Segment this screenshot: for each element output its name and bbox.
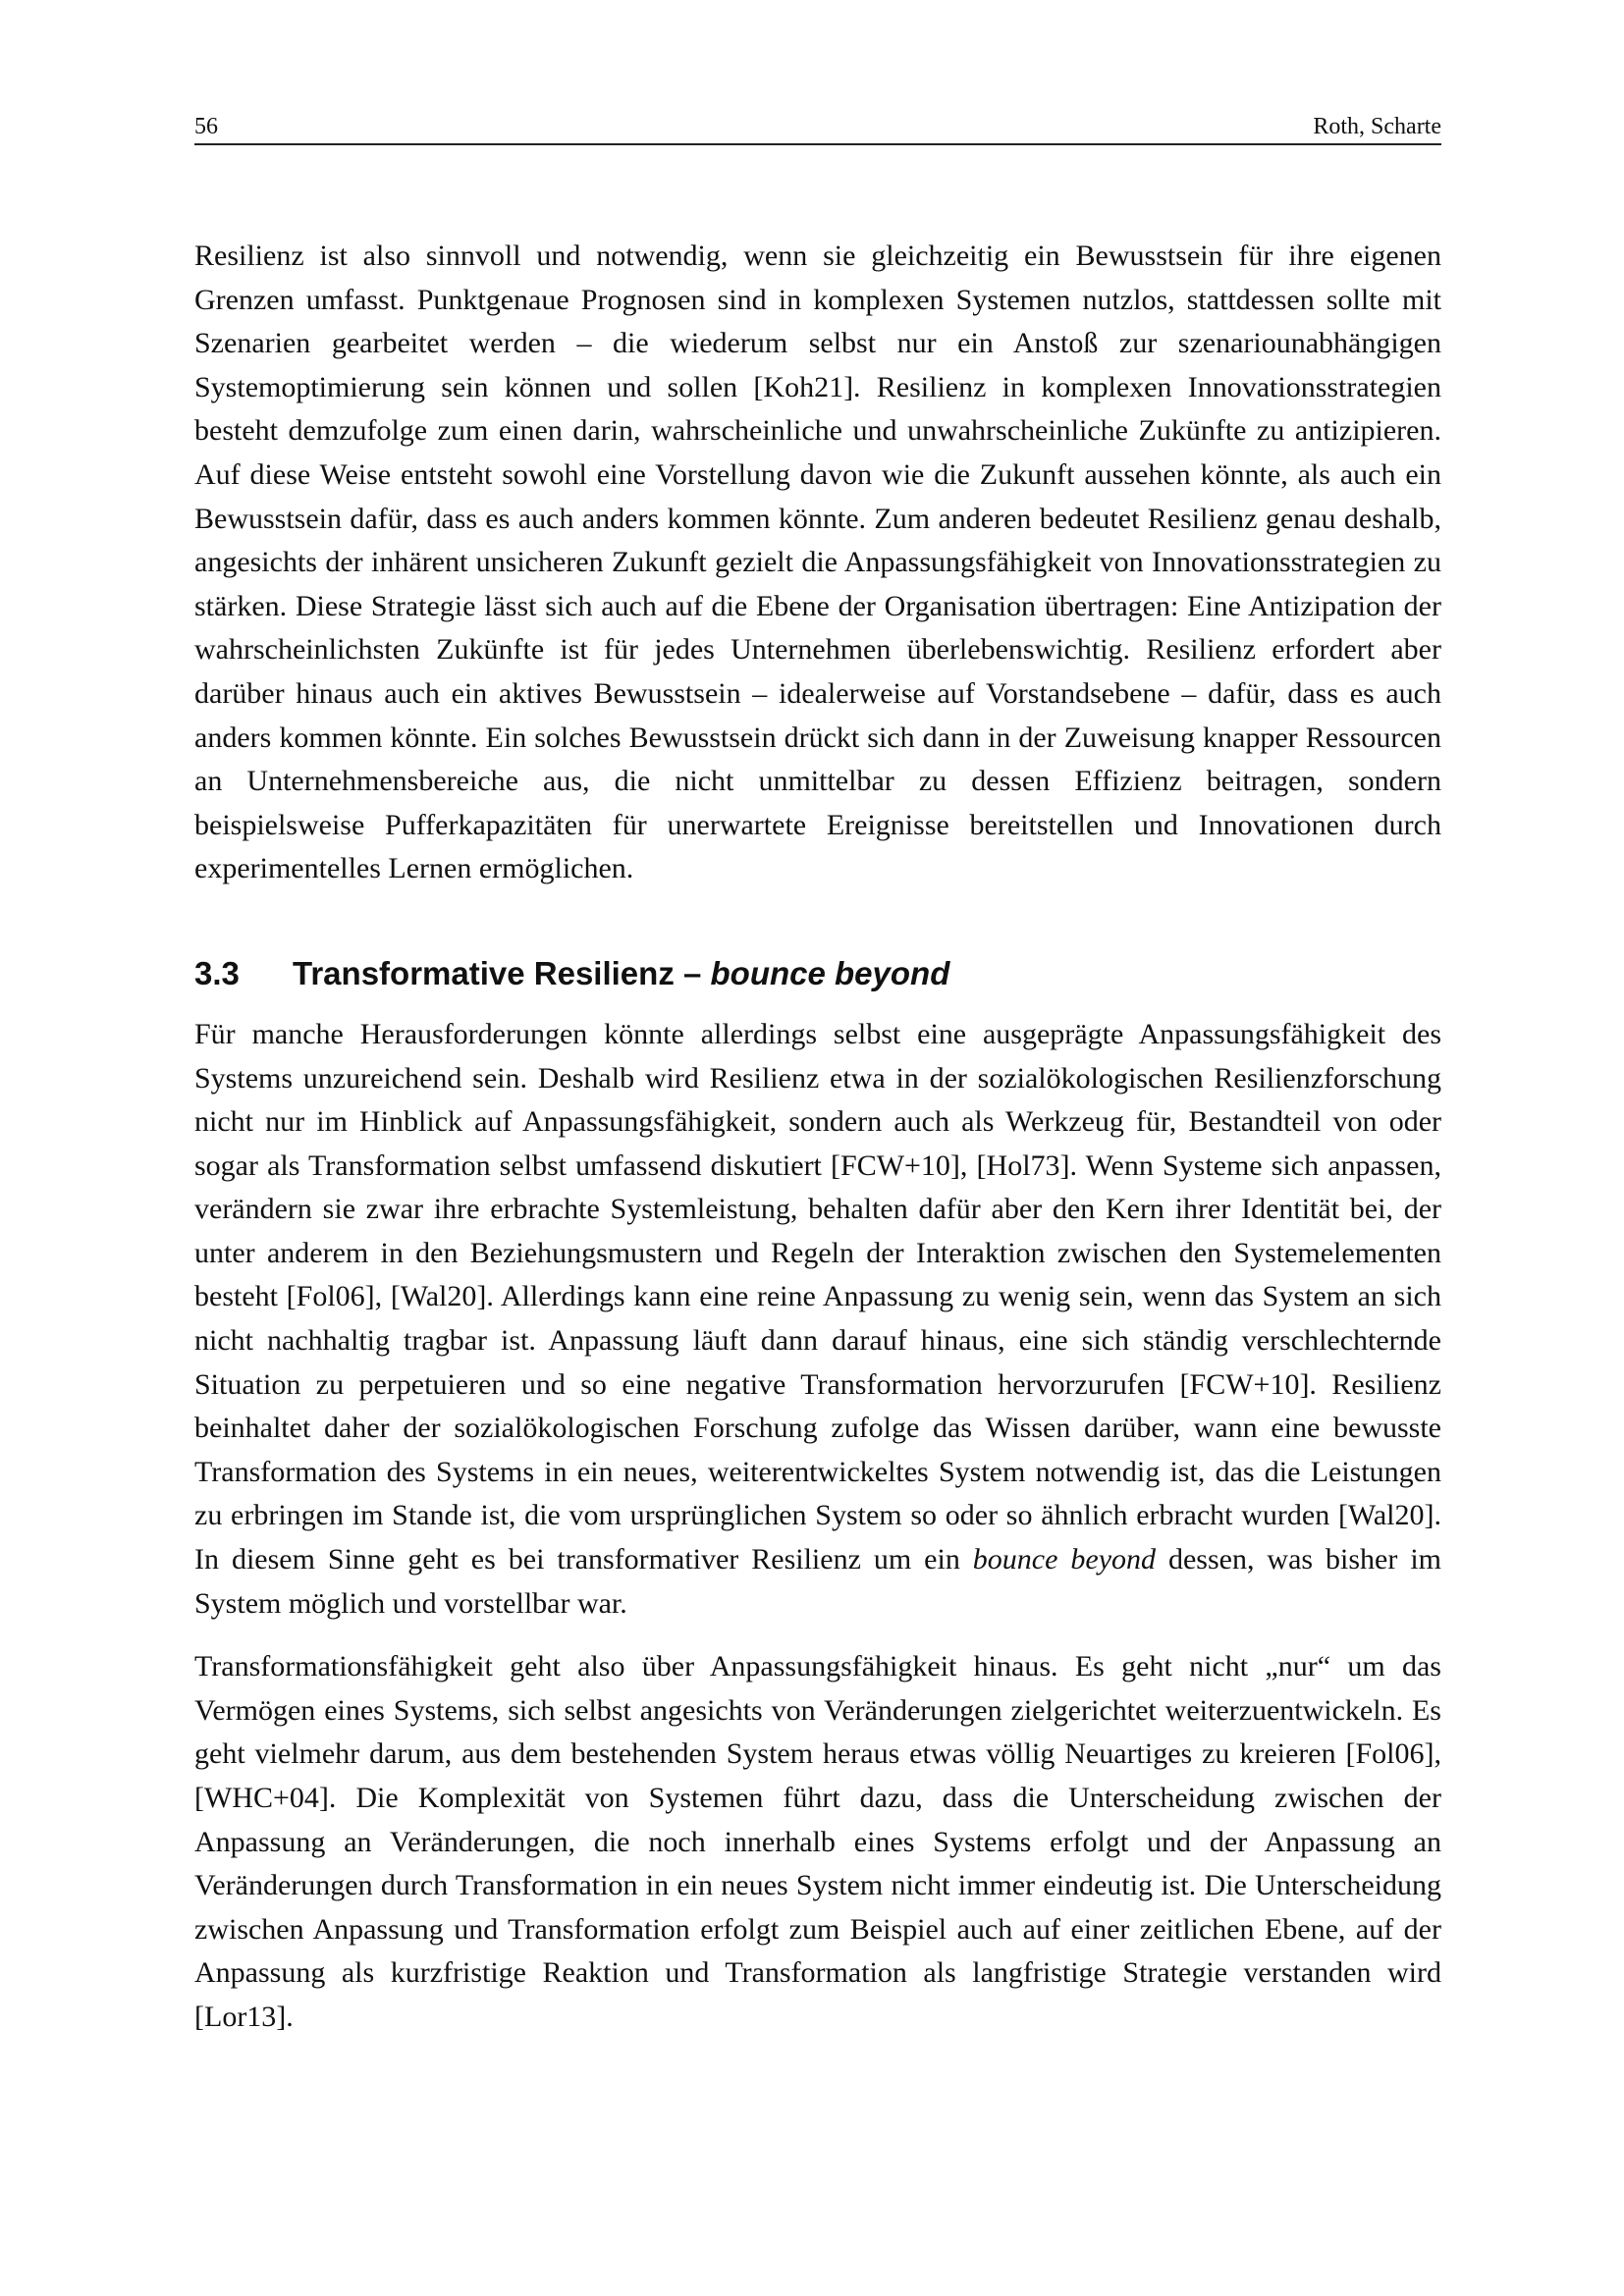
paragraph-text: dessen, was bisher im System möglich und vorstellbar war. <box>194 1543 1441 1620</box>
document-page <box>194 108 1441 2040</box>
section-heading <box>194 954 1441 993</box>
section-title-italic: bounce beyond <box>710 954 950 991</box>
section-title-text: Transformative Resilienz – <box>293 954 711 991</box>
italic-phrase: bounce beyond <box>972 1543 1157 1576</box>
paragraph-text: Für manche Herausforderungen könnte allerdings selbst eine ausgeprägte Anpassungsfähigkeit des Systems unzureichend sein. Deshalb wird Resilienz etwa in der sozialökologischen Resilienzforschung nicht nur im Hinblick auf Anpassungsfähigkeit, sondern auch als Werkzeug für, Bestandteil von oder sogar als Transformation selbst umfassend diskutiert [FCW+10], [Hol73]. Wenn Systeme sich anpassen, verändern sie zwar ihre erbrachte Systemleistung, behalten dafür aber den Kern ihrer Identität bei, der unter anderem in den Beziehungsmustern und Regeln der Interaktion zwischen den Systemelementen besteht [Fol06], [Wal20]. Allerdings kann eine reine Anpassung zu wenig sein, wenn das System an sich nicht nachhaltig tragbar ist. Anpassung läuft dann darauf hinaus, eine sich ständig verschlechternde Situation zu perpetuieren und so eine negative Transformation hervorzurufen [FCW+10]. Resilienz beinhaltet daher der sozialökologischen Forschung zufolge das Wissen darüber, wann eine bewusste Transformation des Systems in ein neues, weiterentwickeltes System notwendig ist, das die Leistungen zu erbringen im Stande ist, die vom ursprünglichen System so oder so ähnlich erbracht wurden [Wal20]. In diesem Sinne geht es bei transformativer Resilienz um ein <box>194 1017 1441 1576</box>
body-paragraph: Resilienz ist also sinnvoll und notwendig, wenn sie gleichzeitig ein Bewusstsein für ihre eigenen Grenzen umfasst. Punktgenaue Prognosen sind in komplexen Systemen nutzlos, stattdessen sollte mit Szenarien gearbeitet werden – die wiederum selbst nur ein Anstoß zur szenariounabhängigen Systemoptimierung sein können und sollen [Koh21]. Resilienz in komplexen Innovationsstrategien besteht demzufolge zum einen darin, wahrscheinliche und unwahrscheinliche Zukünfte zu antizipieren. Auf diese Weise entsteht sowohl eine Vorstellung davon wie die Zukunft aussehen könnte, als auch ein Bewusstsein dafür, dass es auch anders kommen könnte. Zum anderen bedeutet Resilienz genau deshalb, angesichts der inhärent unsicheren Zukunft gezielt die Anpassungsfähigkeit von Innovationsstrategien zu stärken. Diese Strategie lässt sich auch auf die Ebene der Organisation übertragen: Eine Antizipation der wahrscheinlichsten Zukünfte ist für jedes Unternehmen überlebenswichtig. Resilienz erfordert aber darüber hinaus auch ein aktives Bewusstsein – idealerweise auf Vorstandsebene – dafür, dass es auch anders kommen könnte. Ein solches Bewusstsein drückt sich dann in der Zuweisung knapper Ressourcen an Unternehmensbereiche aus, die nicht unmittelbar zu dessen Effizienz beitragen, sondern beispielsweise Pufferkapazitäten für unerwartete Ereignisse bereitstellen und Innovationen durch experimentelles Lernen ermöglichen. <box>194 240 1441 885</box>
running-header <box>194 108 1441 145</box>
body-paragraph: Transformationsfähigkeit geht also über Anpassungsfähigkeit hinaus. Es geht nicht „nur“ um das Vermögen eines Systems, sich selbst angesichts von Veränderungen zielgerichtet weiterzuentwickeln. Es geht vielmehr darum, aus dem bestehenden System heraus etwas völlig Neuartiges zu kreieren [Fol06], [WHC+04]. Die Komplexität von Systemen führt dazu, dass die Unterscheidung zwischen der Anpassung an Veränderungen, die noch innerhalb eines Systems erfolgt und der Anpassung an Veränderungen durch Transformation in ein neues System nicht immer eindeutig ist. Die Unterscheidung zwischen Anpassung und Transformation erfolgt zum Beispiel auch auf einer zeitlichen Ebene, auf der Anpassung als kurzfristige Reaktion und Transformation als langfristige Strategie verstanden wird [Lor13]. <box>194 1650 1441 2033</box>
section-number: 3.3 <box>194 954 240 991</box>
body-paragraph <box>194 1013 1441 1626</box>
page-number: 56 <box>194 114 218 139</box>
section-title <box>293 954 949 993</box>
running-header-authors: Roth, Scharte <box>1313 114 1441 139</box>
